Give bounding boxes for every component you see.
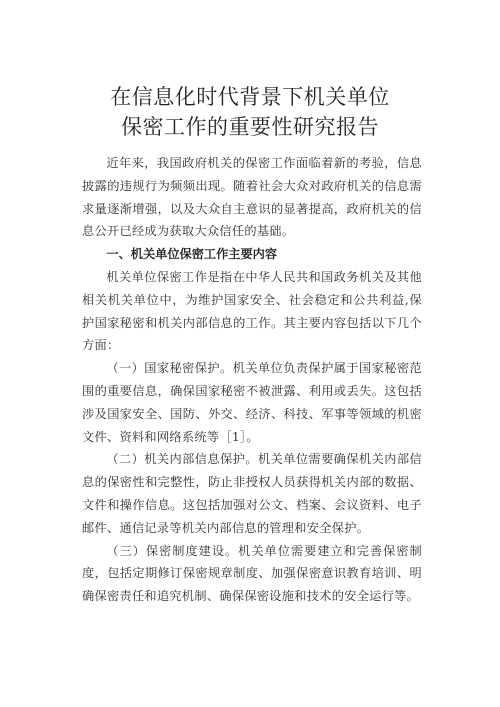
item-paragraph-1: （一）国家秘密保护。机关单位负责保护属于国家秘密范围的重要信息，确保国家秘密不被泄露、利用或丢失。这包括涉及国家安全、国防、外交、经济、科技、军事等领域的机密文件、资料和网络系统等［1］。 bbox=[82, 361, 422, 444]
item-paragraph-3: （三）保密制度建设。机关单位需要建立和完善保密制度，包括定期修订保密规章制度、加强保密意识教育培训、明确保密责任和追究机制、确保保密设施和技术的安全运行等。 bbox=[82, 543, 422, 604]
section-heading: 一、机关单位保密工作主要内容 bbox=[106, 247, 278, 262]
section-intro-paragraph: 机关单位保密工作是指在中华人民共和国政务机关及其他相关机关单位中，为维护国家安全、社会稳定和公共利益,保护国家秘密和机关内部信息的工作。其主要内容包括以下几个方面： bbox=[82, 269, 422, 353]
title-line-2: 保密工作的重要性研究报告 bbox=[121, 115, 379, 139]
document-body bbox=[82, 152, 422, 608]
title-line-1: 在信息化时代背景下机关单位 bbox=[110, 85, 390, 109]
item-paragraph-2: （二）机关内部信息保护。机关单位需要确保机关内部信息的保密性和完整性，防止非授权人员获得机关内部的数据、文件和操作信息。这包括加强对公文、档案、会议资料、电子邮件、通信记录等机关内部信息的管理和安全保护。 bbox=[82, 452, 422, 535]
intro-paragraph: 近年来，我国政府机关的保密工作面临着新的考验，信息披露的违规行为频频出现。随着社会大众对政府机关的信息需求量逐渐增强，以及大众自主意识的显著提高，政府机关的信息公开已经成为获取大众信任的基础。 bbox=[82, 156, 422, 239]
document-title bbox=[0, 82, 500, 142]
